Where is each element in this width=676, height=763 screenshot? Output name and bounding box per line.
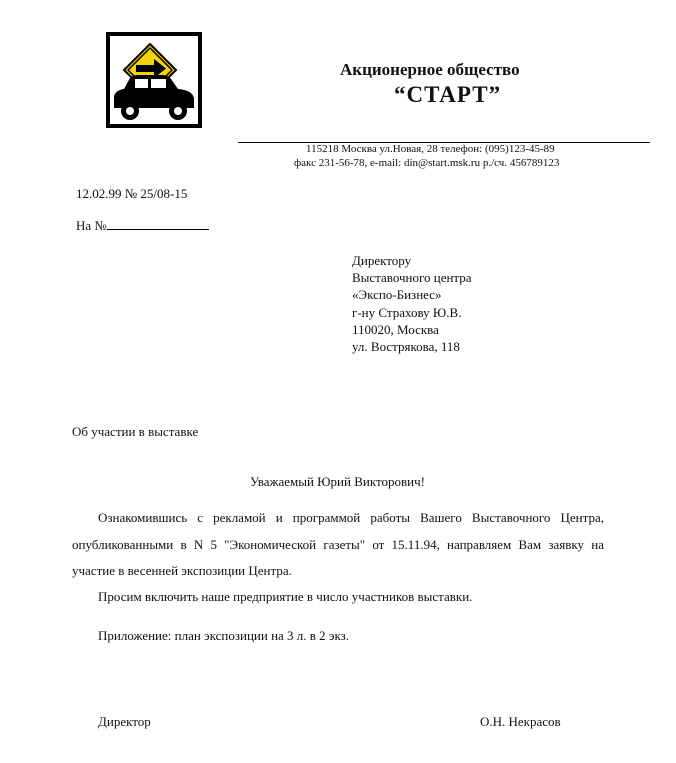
contact-address-phone: 115218 Москва ул.Новая, 28 телефон: (095)123-45-89 (306, 143, 555, 155)
company-logo (106, 32, 202, 128)
attachment-note: Приложение: план экспозиции на 3 л. в 2 экз. (98, 628, 350, 643)
car-arrow-sign-icon (110, 36, 198, 124)
addressee-line: Директору (352, 253, 412, 268)
org-name: “СТАРТ” (394, 82, 502, 107)
addressee-line: г-ну Страхову Ю.В. (352, 304, 462, 320)
reference-blank-line (107, 219, 209, 230)
letter-salutation: Уважаемый Юрий Викторович! (250, 474, 425, 489)
addressee-line: ул. Вострякова, 118 (352, 339, 460, 355)
addressee-block (352, 252, 472, 355)
signatory-title: Директор (98, 714, 151, 729)
reference-prefix: На № (76, 218, 107, 233)
body-paragraph-1: Ознакомившись с рекламой и программой работы Вашего Выставочного Центра, опубликованными в N 5 "Экономической газеты" от 15.11.94, направляем Вам заявку на участие в весенней экспозиции Центра. (72, 510, 604, 578)
addressee-line: 110020, Москва (352, 321, 439, 337)
signatory-name: О.Н. Некрасов (480, 714, 561, 729)
reference-field (76, 218, 209, 234)
body-paragraph-2: Просим включить наше предприятие в число участников выставки. (98, 589, 473, 604)
org-type: Акционерное общество (340, 60, 520, 79)
addressee-line: Выставочного центра (352, 270, 472, 286)
addressee-line: «Экспо-Бизнес» (352, 287, 442, 303)
contact-fax-email-account: факс 231-56-78, e-mail: din@start.msk.ru р./сч. 456789123 (294, 157, 560, 169)
document-date-number: 12.02.99 № 25/08-15 (76, 186, 188, 201)
letter-subject: Об участии в выставке (72, 424, 199, 439)
